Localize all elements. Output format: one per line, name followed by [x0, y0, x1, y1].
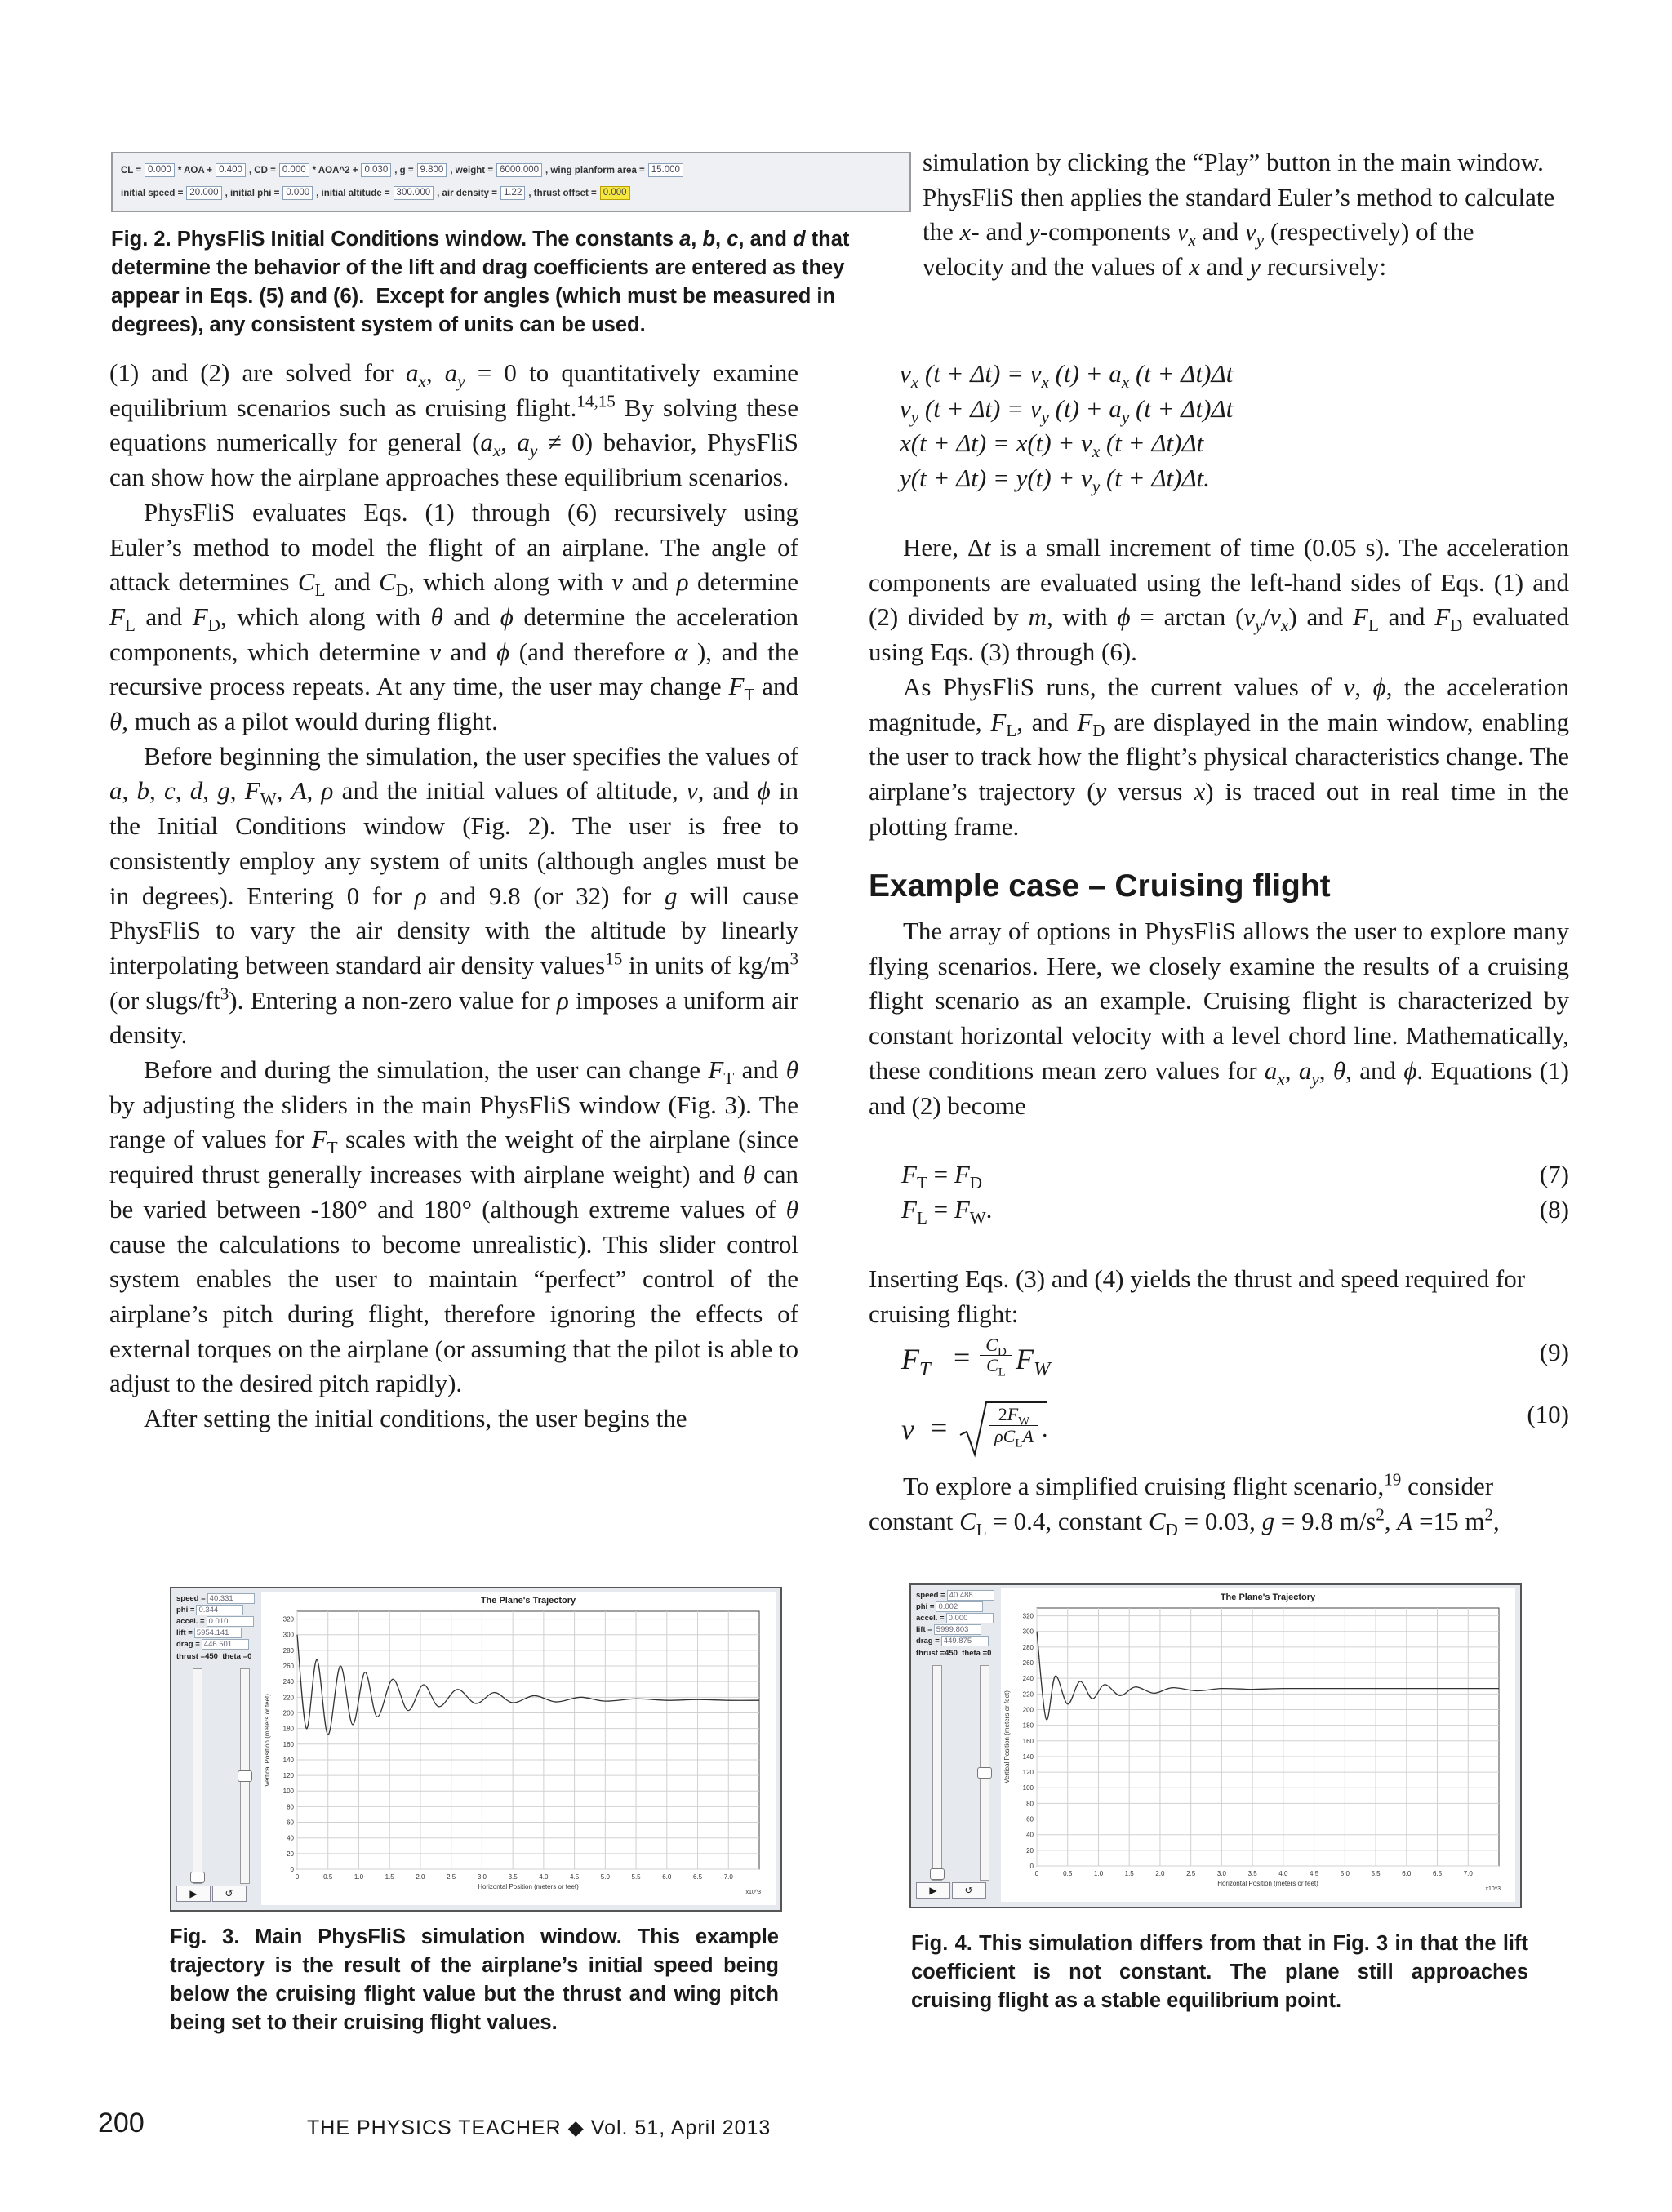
eq-7: $F_T = F_D$ (7) — [901, 1157, 1569, 1193]
play-button[interactable] — [916, 1882, 950, 1899]
eq-y: $y(t + \Delta t) = y(t) + v_y$ (t + Δt)Δt. — [900, 464, 1211, 497]
x-tick-label: 0 — [1034, 1870, 1039, 1877]
y-tick-label: 80 — [1026, 1800, 1034, 1808]
fig4-readout-phi: phi = 0.002 — [916, 1601, 983, 1612]
fig3-thrust-slider[interactable] — [193, 1668, 202, 1884]
ic-row-constants — [121, 163, 683, 177]
ic-constant-input[interactable]: 0.000 — [279, 163, 309, 177]
x-tick-label: 3.5 — [1247, 1870, 1257, 1877]
x-tick-label: 0.5 — [323, 1873, 333, 1881]
ic-constant-input[interactable]: 0.030 — [361, 163, 391, 177]
x-tick-label: 6.5 — [692, 1873, 703, 1881]
right-p6: To explore a simplified cruising flight scenario,$^{19}$ consider constant $C_L = 0.4$, constant $C_D = 0.03$, g = 9.8 $m/s^2$, A =15 $m^2$, — [869, 1469, 1500, 1539]
eq-10-number: (10) — [1527, 1400, 1569, 1428]
x-tick-label: 6.0 — [1402, 1870, 1412, 1877]
y-tick-label: 80 — [287, 1803, 294, 1811]
ic-constant-input[interactable]: 15.000 — [648, 163, 683, 177]
x-tick-label: 6.5 — [1432, 1870, 1443, 1877]
ic-constant-label: , CD = — [248, 165, 276, 175]
ic-initial-label: , air density = — [437, 188, 497, 198]
left-p2: PhysFliS evaluates Eqs. (1) through (6) recursively using Euler’s method to model the flight of an airplane. The angle of attack determines $C_L$ and $C_D$, which along with v and ρ determine $F_L$ and $F_D$, which along with θ and ϕ determine the acceleration components, which determine v and ϕ (and therefore α ), and the recursive process repeats. At any time, the user may change $F_T$ and θ, much as a pilot would during flight. — [109, 497, 799, 736]
reset-button[interactable] — [952, 1882, 986, 1899]
ic-initial-input[interactable]: 20.000 — [186, 186, 221, 200]
y-tick-label: 160 — [1022, 1737, 1034, 1745]
x-tick-label: 0.5 — [1063, 1870, 1073, 1877]
y-tick-label: 260 — [282, 1663, 294, 1671]
chart-title: The Plane's Trajectory — [480, 1596, 576, 1606]
x-tick-label: 2.5 — [1186, 1870, 1196, 1877]
y-tick-label: 180 — [1022, 1721, 1034, 1730]
x-tick-label: 4.5 — [1310, 1870, 1319, 1877]
left-column — [109, 356, 798, 1437]
x-tick-label: 3.5 — [508, 1873, 518, 1881]
left-p5: After setting the initial conditions, the user begins the — [144, 1404, 687, 1433]
right-column-lower — [869, 531, 1569, 844]
cruise-equations — [901, 1157, 1569, 1227]
y-tick-label: 200 — [1022, 1706, 1034, 1714]
eq-9-number: (9) — [1539, 1338, 1569, 1366]
y-tick-label: 220 — [282, 1694, 294, 1702]
x-tick-label: 1.0 — [1093, 1870, 1104, 1877]
y-tick-label: 240 — [1022, 1675, 1034, 1683]
ic-initial-label: initial speed = — [121, 188, 184, 198]
fig4-slider-labels: thrust =450 theta =0 — [916, 1649, 992, 1658]
y-tick-label: 220 — [1022, 1690, 1034, 1699]
play-icon: ▶ — [929, 1885, 937, 1896]
fig3-readout-drag: drag = 446.501 — [176, 1639, 249, 1650]
y-tick-label: 20 — [287, 1850, 294, 1858]
y-tick-label: 320 — [282, 1615, 294, 1623]
ic-constant-label: , weight = — [450, 165, 494, 175]
y-tick-label: 200 — [282, 1709, 294, 1717]
fig4-readout-drag: drag = 449.875 — [916, 1636, 989, 1646]
eq-vx: $v_x$ $(t + \Delta t) = v_x$ $(t) + a_x$ (t + Δt)Δt — [900, 359, 1234, 393]
section-heading: Example case – Cruising flight — [869, 868, 1331, 904]
x-tick-label: 5.5 — [631, 1873, 641, 1881]
eq-vy: $v_y$ $(t + \Delta t) = v_y$ $(t) + a_y$ (t + Δt)Δt — [900, 393, 1234, 427]
x-tick-label: 7.0 — [1463, 1870, 1473, 1877]
y-tick-label: 280 — [1022, 1643, 1034, 1651]
ic-initial-input[interactable]: 0.000 — [282, 186, 313, 200]
reset-icon: ↺ — [225, 1887, 234, 1899]
eq-8: $F_L = F_W$. (8) — [901, 1193, 1569, 1228]
fig3-trajectory-chart — [261, 1592, 776, 1905]
x-axis-multiplier: x10^3 — [745, 1890, 761, 1895]
ic-constant-label: * AOA^2 + — [312, 165, 358, 175]
play-button[interactable] — [176, 1886, 211, 1902]
right-p2: Here, Δt is a small increment of time (0.05 s). The acceleration components are evaluated using the left-hand sides of Eqs. (1) and (2) divided by m, with $\phi = \arctan (v_y/v_x)$ and $F_L$ and $F_D$ evaluated using Eqs. (3) through (6). — [869, 533, 1569, 667]
fig3-readout-accel: accel. = 0.010 — [176, 1616, 254, 1627]
ic-initial-label: , initial phi = — [225, 188, 280, 198]
fig3-readout-speed: speed = 40.331 — [176, 1593, 255, 1604]
ic-initial-input[interactable]: 0.000 — [600, 186, 630, 200]
y-tick-label: 120 — [282, 1772, 294, 1780]
y-tick-label: 40 — [1026, 1831, 1034, 1839]
ic-initial-input[interactable]: 1.22 — [500, 186, 525, 200]
fig4-caption: Fig. 4. This simulation differs from that in Fig. 3 in that the lift coefficient is not constant. The plane still approaches cruising flight as a stable equilibrium point. — [911, 1932, 1528, 2012]
fig4-readout-speed: speed = 40.488 — [916, 1590, 994, 1601]
chart-title: The Plane's Trajectory — [1220, 1592, 1316, 1602]
x-tick-label: 1.5 — [1124, 1870, 1134, 1877]
fig3-slider-labels: thrust =450 theta =0 — [176, 1652, 252, 1661]
reset-button[interactable] — [212, 1886, 247, 1902]
ic-row-initial — [121, 186, 630, 200]
y-tick-label: 60 — [287, 1819, 294, 1827]
play-icon: ▶ — [189, 1888, 198, 1899]
left-p3: Before beginning the simulation, the user specifies the values of a, b, c, d, g, $F_W$, A, ρ and the initial values of altitude, v, and ϕ in the Initial Conditions window (Fig. 2). The user is free to consistently employ any system of units (although angles must be in degrees). Entering 0 for ρ and 9.8 (or 32) for g will cause PhysFliS to vary the air density with the altitude by linearly interpolating between standard air density values$^{15}$ in units of $kg/m^3$ (or slugs/$ft^3$). Entering a non-zero value for ρ imposes a uniform air density. — [109, 741, 799, 1050]
ic-constant-label: * AOA + — [177, 165, 213, 175]
x-tick-label: 6.0 — [662, 1873, 672, 1881]
y-tick-label: 40 — [287, 1834, 294, 1842]
x-tick-label: 2.0 — [416, 1873, 425, 1881]
y-tick-label: 160 — [282, 1740, 294, 1748]
page-number: 200 — [98, 2108, 145, 2139]
left-p1: (1) and (2) are solved for $a_x$, $a_y = 0$ to quantitatively examine equilibrium scenarios such as cruising flight.$^{14,15}$ By solving these equations numerically for general ($a_x$, $a_y \ne 0$) behavior, PhysFliS can show how the airplane approaches these equilibrium scenarios. — [109, 358, 799, 492]
ic-constant-input[interactable]: 6000.000 — [496, 163, 542, 177]
eq-x: $x(t + \Delta t) = x(t) + v_x$ (t + Δt)Δt — [900, 429, 1204, 462]
y-tick-label: 0 — [1029, 1863, 1034, 1870]
y-tick-label: 180 — [282, 1725, 294, 1733]
fig4-theta-slider[interactable] — [980, 1665, 989, 1881]
y-tick-label: 260 — [1022, 1659, 1034, 1668]
y-tick-label: 60 — [1026, 1815, 1034, 1823]
journal-footer: THE PHYSICS TEACHER ◆ Vol. 51, April 2013 — [307, 2117, 772, 2139]
x-axis-label: Horizontal Position (meters or feet) — [478, 1883, 579, 1890]
x-axis-multiplier: x10^3 — [1485, 1886, 1501, 1892]
ic-constant-input[interactable]: 9.800 — [417, 163, 447, 177]
fig4-thrust-slider-handle[interactable] — [930, 1868, 945, 1880]
y-axis-label: Vertical Position (meters or feet) — [264, 1694, 271, 1787]
y-tick-label: 20 — [1026, 1846, 1034, 1854]
x-axis-label: Horizontal Position (meters or feet) — [1217, 1880, 1318, 1887]
fig4-readout-accel: accel. = 0.000 — [916, 1613, 994, 1623]
fig3-theta-slider[interactable] — [240, 1668, 250, 1884]
eq-10: v = $2F_W$ $\rho C_LA$ . (10) — [901, 1397, 1569, 1463]
y-tick-label: 280 — [282, 1646, 294, 1655]
ic-initial-input[interactable]: 300.000 — [394, 186, 434, 200]
y-tick-label: 0 — [290, 1866, 294, 1873]
x-tick-label: 2.0 — [1155, 1870, 1165, 1877]
eq-7-number: (7) — [1539, 1160, 1569, 1188]
y-tick-label: 100 — [282, 1788, 294, 1796]
ic-initial-label: , initial altitude = — [316, 188, 390, 198]
ic-constant-label: , wing planform area = — [545, 165, 645, 175]
fig4-simulation-window — [909, 1583, 1522, 1908]
right-p4: The array of options in PhysFliS allows the user to explore many flying scenarios. Here, we closely examine the results of a cruising flight scenario as an example. Cruising flight is characterized by constant horizontal velocity with a level chord line. Mathematically, these conditions mean zero values for $a_x$, $a_y$, θ, and ϕ. Equations (1) and (2) become — [869, 917, 1570, 1120]
y-tick-label: 320 — [1022, 1612, 1034, 1620]
fig3-theta-slider-handle[interactable] — [238, 1770, 252, 1782]
reset-icon: ↺ — [964, 1884, 974, 1896]
ic-constant-input[interactable]: 0.400 — [216, 163, 246, 177]
ic-constant-label: CL = — [121, 165, 142, 175]
fig4-theta-slider-handle[interactable] — [977, 1767, 992, 1779]
y-tick-label: 120 — [1022, 1769, 1034, 1777]
y-tick-label: 240 — [282, 1678, 294, 1686]
fig2-caption: Fig. 2. PhysFliS Initial Conditions window. The constants a, b, c, and d that determine the behavior of the lift and drag coefficients are entered as they appear in Eqs. (5) and (6). Except for angles (which must be measured in degrees), any consistent system of units can be used. — [111, 228, 850, 336]
fig3-simulation-window — [170, 1587, 782, 1912]
x-tick-label: 1.5 — [385, 1873, 394, 1881]
y-tick-label: 140 — [1022, 1752, 1034, 1761]
right-p3: As PhysFliS runs, the current values of v, ϕ, the acceleration magnitude, $F_L$, and $F_D$ are displayed in the main window, enabling the user to track how the flight’s physical characteristics change. The airplane’s trajectory (y versus x) is traced out in real time in the plotting frame. — [869, 672, 1570, 841]
x-tick-label: 3.0 — [477, 1873, 487, 1881]
ic-initial-label: , thrust offset = — [528, 188, 597, 198]
fig4-trajectory-chart — [1001, 1588, 1515, 1902]
eq-8-number: (8) — [1539, 1194, 1569, 1224]
fig3-thrust-slider-handle[interactable] — [190, 1872, 205, 1883]
y-tick-label: 300 — [1022, 1628, 1034, 1636]
right-p5: Inserting Eqs. (3) and (4) yields the thrust and speed required for cruising flight: — [869, 1264, 1526, 1328]
euler-equations — [900, 357, 1569, 496]
ic-constant-label: , g = — [394, 165, 414, 175]
eq-9: $F_T$ = $C_D$ $C_L$ $F_W$ (9) — [901, 1335, 1569, 1381]
fig3-readout-phi: phi = 0.344 — [176, 1605, 243, 1615]
x-tick-label: 5.5 — [1371, 1870, 1381, 1877]
x-tick-label: 7.0 — [723, 1873, 733, 1881]
x-tick-label: 4.0 — [539, 1873, 549, 1881]
x-tick-label: 2.5 — [447, 1873, 456, 1881]
fig3-readout-lift: lift = 5954.141 — [176, 1628, 242, 1638]
fig4-thrust-slider[interactable] — [932, 1665, 942, 1881]
x-tick-label: 1.0 — [354, 1873, 364, 1881]
y-axis-label: Vertical Position (meters or feet) — [1003, 1690, 1011, 1783]
x-tick-label: 0 — [295, 1873, 300, 1881]
right-p1: simulation by clicking the “Play” button in the main window. PhysFliS then applies the standard Euler’s method to calculate the x- and y-components $v_x$ and $v_y$ (respectively) of the velocity and the values of x and y recursively: — [923, 148, 1555, 282]
y-tick-label: 300 — [282, 1631, 294, 1639]
x-tick-label: 5.0 — [600, 1873, 610, 1881]
ic-constant-input[interactable]: 0.000 — [145, 163, 175, 177]
y-tick-label: 140 — [282, 1756, 294, 1764]
x-tick-label: 4.5 — [570, 1873, 580, 1881]
fig4-readout-lift: lift = 5999.803 — [916, 1624, 981, 1635]
fig3-caption: Fig. 3. Main PhysFliS simulation window. This example trajectory is the result of the airplane’s initial speed being below the cruising flight value but the thrust and wing pitch being set to their cruising flight values. — [170, 1926, 779, 2034]
x-tick-label: 3.0 — [1216, 1870, 1226, 1877]
x-tick-label: 4.0 — [1278, 1870, 1288, 1877]
y-tick-label: 100 — [1022, 1784, 1034, 1792]
x-tick-label: 5.0 — [1340, 1870, 1350, 1877]
left-p4: Before and during the simulation, the user can change $F_T$ and θ by adjusting the sliders in the main PhysFliS window (Fig. 3). The range of values for $F_T$ scales with the weight of the airplane (since required thrust generally increases with airplane weight) and θ can be varied between -180° and 180° (although extreme values of θ cause the calculations to become unrealistic). This slider control system enables the user to maintain “perfect” control of the airplane’s pitch during flight, therefore ignoring the effects of external torques on the airplane (or assuming that the pilot is able to adjust to the desired pitch rapidly). — [109, 1055, 798, 1398]
initial-conditions-window — [111, 152, 911, 212]
